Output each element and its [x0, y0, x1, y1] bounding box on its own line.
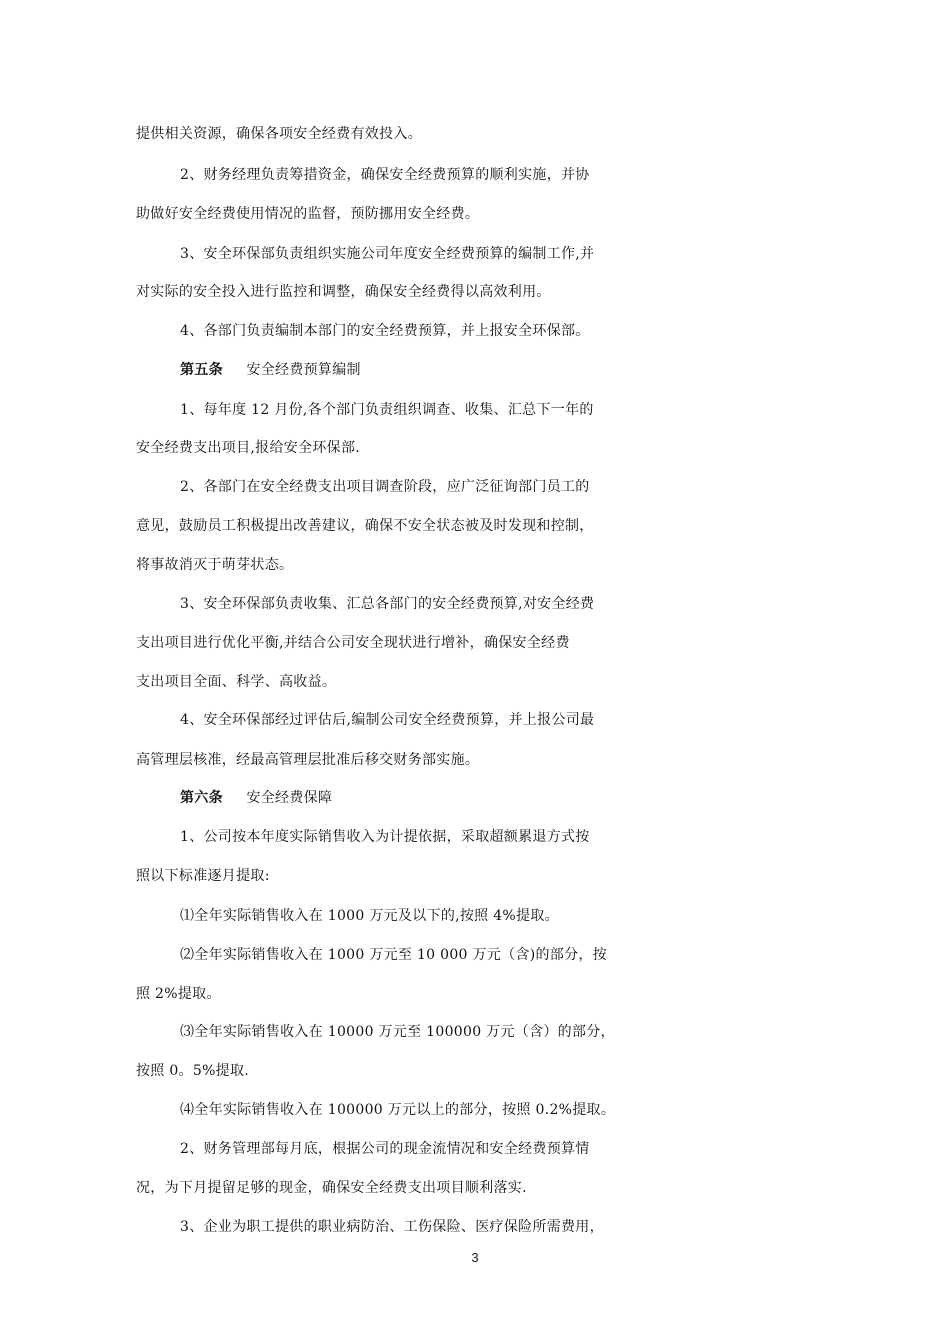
- text-line: 3、安全环保部负责组织实施公司年度安全经费预算的编制工作,并: [180, 246, 595, 262]
- text-line: 照 2%提取。: [136, 986, 221, 1002]
- text-line: 2、财务管理部每月底，根据公司的现金流情况和安全经费预算情: [180, 1141, 590, 1157]
- text-line: 助做好安全经费使用情况的监督，预防挪用安全经费。: [136, 206, 480, 222]
- text-line: 4、各部门负责编制本部门的安全经费预算，并上报安全环保部。: [180, 323, 590, 339]
- text-line: 支出项目进行优化平衡,并结合公司安全现状进行增补，确保安全经费: [136, 635, 570, 651]
- text-line: 照以下标准逐月提取:: [136, 868, 270, 884]
- section-heading: [0, 350, 950, 390]
- section-number: 第六条: [180, 790, 223, 806]
- text-line: 2、财务经理负责筹措资金，确保安全经费预算的顺利实施，并协: [180, 167, 590, 183]
- text-line: 4、安全环保部经过评估后,编制公司安全经费预算，并上报公司最: [180, 712, 595, 728]
- text-line: 2、各部门在安全经费支出项目调查阶段，应广泛征询部门员工的: [180, 479, 590, 495]
- text-line: 安全经费支出项目,报给安全环保部.: [136, 440, 360, 456]
- section-title: 安全经费预算编制: [246, 362, 361, 378]
- text-line: 支出项目全面、科学、高收益。: [136, 674, 337, 690]
- text-line: 况，为下月提留足够的现金，确保安全经费支出项目顺利落实.: [136, 1180, 527, 1196]
- text-line: ⑵全年实际销售收入在 1000 万元至 10 000 万元（含)的部分，按: [180, 947, 607, 963]
- text-line: 将事故消灭于萌芽状态。: [136, 557, 294, 573]
- text-line: 意见，鼓励员工积极提出改善建议，确保不安全状态被及时发现和控制，: [136, 518, 594, 534]
- section-heading: [0, 778, 950, 818]
- page-number: 3: [471, 1250, 479, 1265]
- text-line: 1、每年度 12 月份,各个部门负责组织调查、收集、汇总下一年的: [180, 402, 594, 418]
- text-line: ⑴全年实际销售收入在 1000 万元及以下的,按照 4%提取。: [180, 908, 559, 924]
- text-line: 3、企业为职工提供的职业病防治、工伤保险、医疗保险所需费用，: [180, 1219, 604, 1235]
- text-line: ⑷全年实际销售收入在 100000 万元以上的部分，按照 0.2%提取。: [180, 1102, 616, 1118]
- text-line: 1、公司按本年度实际销售收入为计提依据，采取超额累退方式按: [180, 829, 590, 845]
- text-line: ⑶全年实际销售收入在 10000 万元至 100000 万元（含）的部分，: [180, 1024, 615, 1040]
- section-title: 安全经费保障: [246, 790, 333, 806]
- text-line: 3、安全环保部负责收集、汇总各部门的安全经费预算,对安全经费: [180, 596, 595, 612]
- section-number: 第五条: [180, 362, 223, 378]
- text-line: 对实际的安全投入进行监控和调整，确保安全经费得以高效利用。: [136, 284, 551, 300]
- text-line: 高管理层核准，经最高管理层批准后移交财务部实施。: [136, 752, 480, 768]
- text-line: 按照 0。5%提取.: [136, 1063, 250, 1079]
- text-line: 提供相关资源，确保各项安全经费有效投入。: [136, 126, 422, 142]
